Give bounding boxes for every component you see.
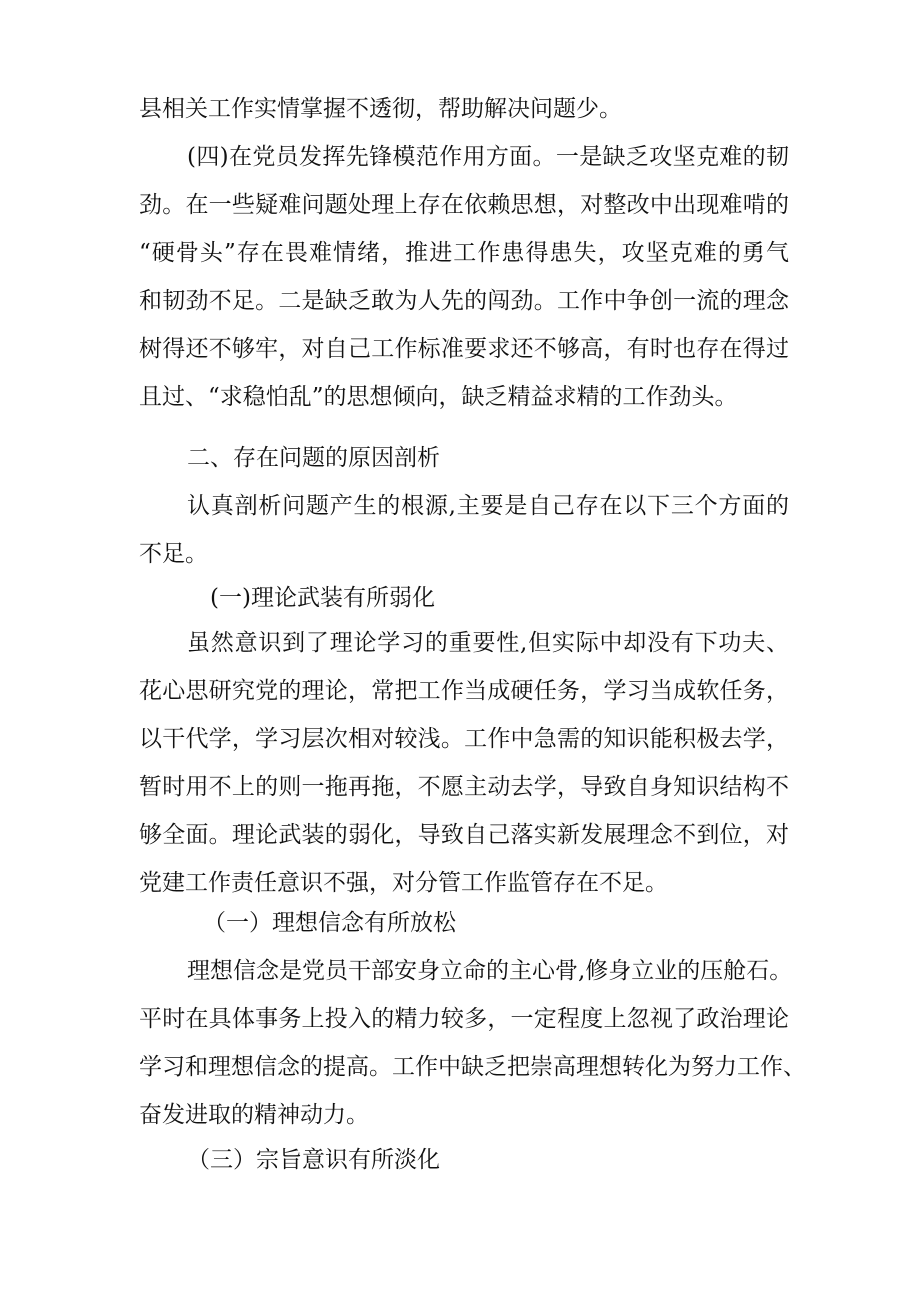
paragraph-line: 认真剖析问题产生的根源,主要是自己存在以下三个方面的 [187,493,789,519]
paragraph-line: 不足。 [139,541,208,567]
paragraph-line: 够全面。理论武装的弱化，导致自己落实新发展理念不到位，对 [139,822,789,848]
paragraph-line: 且过、“求稳怕乱”的思想倾向，缺乏精益求精的工作劲头。 [139,384,738,410]
paragraph-line: 县相关工作实情掌握不透彻，帮助解决问题少。 [139,96,622,122]
paragraph-line: 花心思研究党的理论，常把工作当成硬任务，学习当成软任务， [139,678,789,704]
paragraph-line: 树得还不够牢，对自己工作标准要求还不够高，有时也存在得过 [139,336,789,362]
paragraph-line: 理想信念是党员干部安身立命的主心骨,修身立业的压舱石。 [187,958,793,984]
paragraph-line: 劲。在一些疑难问题处理上存在依赖思想，对整改中出现难啃的 [139,192,789,218]
paragraph-line: 以干代学，学习层次相对较浅。工作中急需的知识能积极去学， [139,726,789,752]
paragraph-line: “硬骨头”存在畏难情绪，推进工作患得患失，攻坚克难的勇气 [139,240,789,266]
section-heading: 二、存在问题的原因剖析 [187,445,440,471]
paragraph-line: (四)在党员发挥先锋模范作用方面。一是缺乏攻坚克难的韧 [187,144,789,170]
paragraph-line: 和韧劲不足。二是缺乏敢为人先的闯劲。工作中争创一流的理念 [139,288,789,314]
paragraph-line: 平时在具体事务上投入的精力较多，一定程度上忽视了政治理论 [139,1006,789,1032]
subsection-heading: （一）理想信念有所放松 [203,910,456,936]
subsection-heading: (一)理论武装有所弱化 [210,585,435,611]
paragraph-line: 虽然意识到了理论学习的重要性,但实际中却没有下功夫、 [187,630,789,656]
paragraph-line: 党建工作责任意识不强，对分管工作监管存在不足。 [139,870,668,896]
paragraph-line: 学习和理想信念的提高。工作中缺乏把崇高理想转化为努力工作、 [139,1054,806,1080]
subsection-heading: （三）宗旨意识有所淡化 [187,1147,440,1173]
paragraph-line: 暂时用不上的则一拖再拖，不愿主动去学，导致自身知识结构不 [139,774,789,800]
paragraph-line: 奋发进取的精神动力。 [139,1102,369,1128]
